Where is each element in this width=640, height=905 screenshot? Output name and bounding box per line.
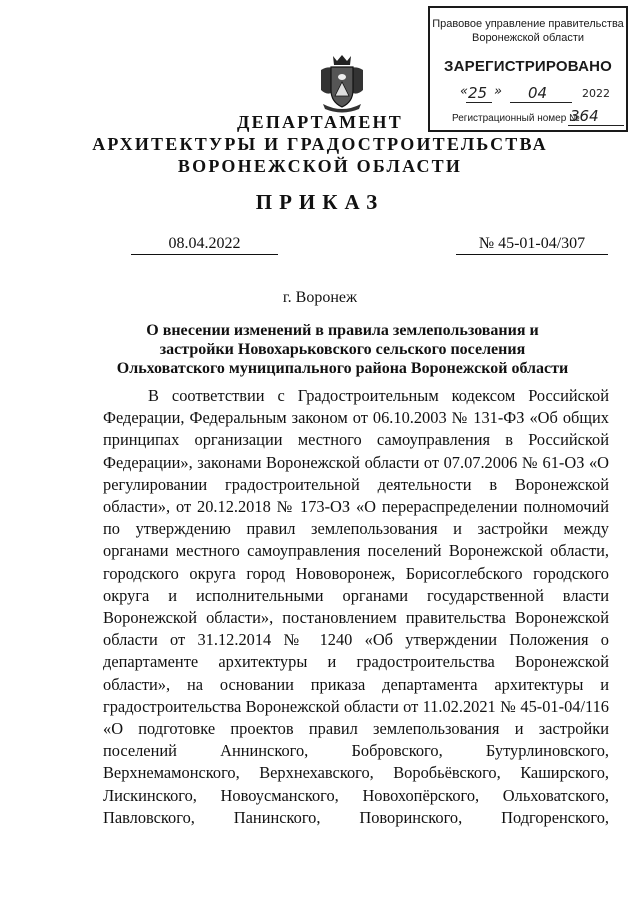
document-number: № 45-01-04/307 (456, 235, 608, 255)
stamp-reg-label: Регистрационный номер № (452, 113, 580, 124)
document-body (103, 385, 609, 829)
header-architecture: АРХИТЕКТУРЫ И ГРАДОСТРОИТЕЛЬСТВА (92, 134, 548, 154)
stamp-org-line2: Воронежской области (471, 32, 584, 44)
stamp-month-underline (510, 102, 572, 103)
stamp-day-underline (466, 102, 492, 103)
header-region: ВОРОНЕЖСКОЙ ОБЛАСТИ (177, 156, 463, 176)
document-city: г. Воронеж (282, 289, 358, 306)
stamp-date-month: 04 (528, 84, 548, 102)
stamp-quote-close: » (494, 84, 503, 99)
stamp-registered-label: ЗАРЕГИСТРИРОВАНО (443, 58, 613, 75)
stamp-quote-open: « (460, 84, 469, 99)
document-subject: О внесении изменений в правила землепользования и застройки Новохарьковского сельского поселения Ольховатского муниципального района Воронежской области (116, 322, 569, 377)
body-paragraph: В соответствии с Градостроительным кодексом Российской Федерации, Федеральным законом от 06.10.2003 № 131-ФЗ «Об общих принципах организации местного самоуправления в Российской Федерации», законами Воронежской области от 07.07.2006 № 61-ОЗ «О регулировании градостроительной деятельности в Воронежской области», от 20.12.2018 № 173-ОЗ «О перераспределении полномочий по утверждению правил землепользования и застройки между органами местного самоуправления поселений Воронежской области, городского округа город Нововоронеж, Борисоглебского городского округа и исполнительными органами государственной власти Воронежской области», постановлением правительства Воронежской области от 31.12.2014 № 1240 «Об утверждении Положения о департаменте архитектуры и градостроительства Воронежской области», на основании приказа департамента архитектуры и градостроительства Воронежской области от 11.02.2021 № 45-01-04/116 «О подготовке проектов правил землепользования и застройки поселений Аннинского, Бобровского, Бутурлиновского, Верхнемамонского, Верхнехавского, Воробьёвского, Каширского, Лискинского, Новоусманского, Новохопёрского, Ольховатского, Павловского, Панинского, Поворинского, Подгоренского, (103, 386, 609, 827)
coat-of-arms-icon (317, 52, 367, 114)
document-date: 08.04.2022 (131, 235, 278, 255)
header-department: ДЕПАРТАМЕНТ (237, 112, 403, 132)
stamp-date-year: 2022 (582, 87, 610, 100)
stamp-reg-number: 364 (570, 107, 599, 125)
stamp-date-row (460, 84, 625, 104)
stamp-org-line1: Правовое управление правительства (432, 18, 624, 30)
document-type-title: ПРИКАЗ (255, 190, 385, 214)
stamp-date-day: 25 (468, 84, 488, 102)
